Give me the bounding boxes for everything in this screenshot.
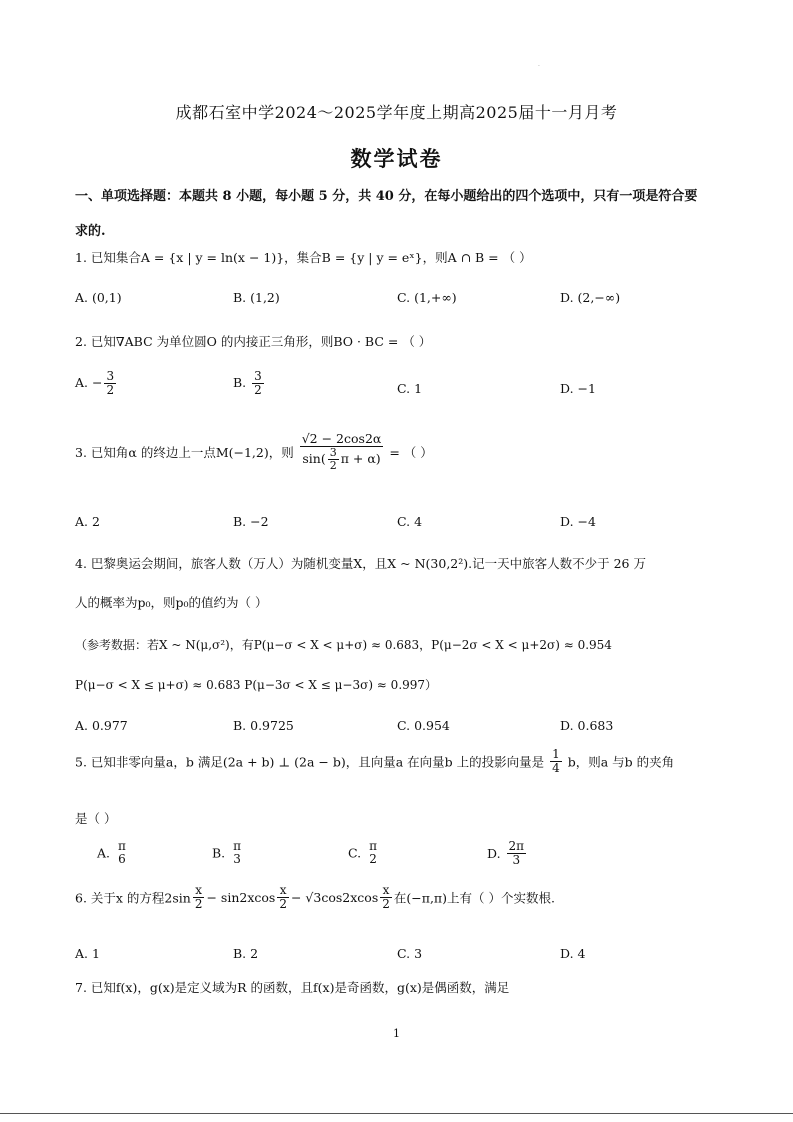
q1-option-b: B. (1,2) [233, 290, 280, 305]
section-heading-cont: 求的. [75, 224, 106, 239]
q1-option-c: C. (1,+∞) [397, 290, 457, 305]
q5-option-b-fraction: π 3 [233, 839, 242, 867]
q2-option-b-label: B. [233, 375, 247, 391]
q5-option-a-fraction: π 6 [118, 839, 126, 867]
question-2: 2. 已知∇ABC 为单位圆O 的内接正三角形，则BO · BC = （ ） [75, 334, 432, 349]
q1-option-a: A. (0,1) [75, 290, 122, 305]
q6-option-d: D. 4 [560, 946, 586, 961]
question-4-reference-2: P(μ−σ < X ≤ μ+σ) ≈ 0.683 P(μ−3σ < X ≤ μ−3σ) ≈ 0.997） [75, 678, 438, 692]
question-1: 1. 已知集合A = {x | y = ln(x − 1)}，集合B = {y | y = eˣ}，则A ∩ B = （ ） [75, 250, 532, 265]
question-5 [75, 748, 674, 775]
q5-fraction: $\frac{1}{4}$ [552, 747, 560, 776]
q3-prefix: 3. 已知角α 的终边上一点M(−1,2)，则 [75, 444, 294, 460]
q6-option-c: C. 3 [397, 946, 423, 961]
q5-option-d: D. $\frac{2\pi}{3}$ [487, 839, 525, 868]
bottom-border-line [0, 1113, 793, 1114]
q5-option-c-fraction: π 2 [369, 839, 377, 867]
q2-option-b [233, 370, 266, 397]
q3-option-b: B. −2 [233, 514, 269, 529]
q3-suffix: = （ ） [389, 444, 433, 460]
exam-title: 成都石室中学2024～2025学年度上期高2025届十一月月考 [175, 103, 618, 122]
q5-option-c: C. π 2 [348, 839, 377, 867]
q2-option-a-sign: − [92, 375, 103, 391]
question-5-line-2: 是（ ） [75, 811, 117, 826]
scan-dot: · [538, 63, 540, 70]
q2-option-a-label: A. [75, 375, 89, 391]
q4-option-b: B. 0.9725 [233, 718, 294, 733]
subject-title: 数学试卷 [350, 146, 443, 171]
question-4-line-1: 4. 巴黎奥运会期间，旅客人数（万人）为随机变量X，且X ~ N(30,2²).记一天中旅客人数不少于 26 万 [75, 556, 646, 571]
q3-option-a: A. 2 [75, 514, 100, 529]
q6-option-a: A. 1 [75, 946, 100, 961]
q3-denominator: sin( $\frac{3}{2}$ π + α) [302, 445, 381, 472]
question-6: 6. 关于x 的方程2sin $\frac{x}{2}$ − sin2xcos $\frac{x}{2}$ − √3cos2xcos $\frac{x}{2}$ 在(−π,π)上有（ ）个实数根. [75, 883, 555, 912]
q6-fraction-1: $\frac{x}{2}$ [194, 883, 203, 912]
q2-option-c: C. 1 [397, 381, 423, 396]
question-4-line-2: 人的概率为p₀，则p₀的值约为（ ） [75, 595, 268, 610]
q2-option-a-fraction: $\frac{3}{2}$ [106, 369, 115, 398]
q3-option-c: C. 4 [397, 514, 423, 529]
q6-option-b: B. 2 [233, 946, 259, 961]
q5-option-b: B. π 3 [212, 839, 242, 867]
q4-option-a: A. 0.977 [75, 718, 128, 733]
q5-prefix: 5. 已知非零向量a，b 满足(2a + b) ⊥ (2a − b)，且向量a 在向量b 上的投影向量是 [75, 754, 545, 770]
q4-option-d: D. 0.683 [560, 718, 614, 733]
q5-suffix: b，则a 与b 的夹角 [567, 754, 675, 770]
question-7: 7. 已知f(x)，g(x)是定义域为R 的函数，且f(x)是奇函数，g(x)是偶函数，满足 [75, 980, 510, 995]
page-number: 1 [393, 1027, 400, 1040]
q5-option-d-fraction: $\frac{2\pi}{3}$ [508, 839, 525, 868]
q2-option-b-fraction: $\frac{3}{2}$ [254, 369, 262, 398]
q3-fraction [300, 432, 384, 472]
q3-option-d: D. −4 [560, 514, 596, 529]
q3-numerator: √2 − 2cos2α [301, 431, 382, 446]
question-3 [75, 432, 433, 472]
q5-option-a: A. π 6 [97, 839, 126, 867]
question-4-reference-1: （参考数据：若X ~ N(μ,σ²)，有P(μ−σ < X < μ+σ) ≈ 0.683，P(μ−2σ < X < μ+2σ) ≈ 0.954 [75, 638, 612, 652]
q2-option-a [75, 370, 118, 397]
q1-option-d: D. (2,−∞) [560, 290, 621, 305]
q6-fraction-3: $\frac{x}{2}$ [382, 883, 390, 912]
q4-option-c: C. 0.954 [397, 718, 450, 733]
q6-fraction-2: $\frac{x}{2}$ [279, 883, 287, 912]
q2-option-d: D. −1 [560, 381, 596, 396]
section-heading: 一、单项选择题：本题共 8 小题，每小题 5 分，共 40 分，在每小题给出的四个选项中，只有一项是符合要 [75, 189, 698, 204]
